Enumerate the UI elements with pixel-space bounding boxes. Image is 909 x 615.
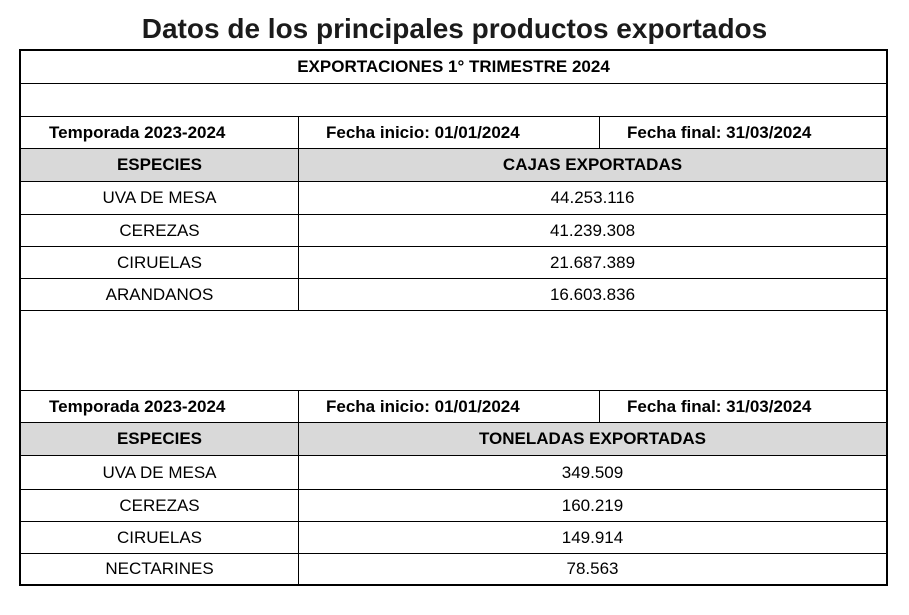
section2-col-species: ESPECIES bbox=[116, 429, 203, 448]
species-cell: CEREZAS bbox=[119, 220, 200, 240]
value-cell: 349.509 bbox=[298, 456, 886, 489]
value-cell: 16.603.836 bbox=[298, 279, 886, 310]
section1-end-date: Fecha final: 31/03/2024 bbox=[599, 117, 886, 148]
exports-table bbox=[19, 49, 888, 586]
section2-start-date: Fecha inicio: 01/01/2024 bbox=[298, 391, 599, 422]
species-cell: ARANDANOS bbox=[105, 284, 214, 304]
value-cell: 78.563 bbox=[298, 554, 886, 584]
table-row bbox=[21, 279, 886, 311]
table-row bbox=[21, 456, 886, 490]
species-cell: UVA DE MESA bbox=[102, 462, 217, 482]
report-heading: EXPORTACIONES 1° TRIMESTRE 2024 bbox=[297, 57, 610, 76]
value-cell: 21.687.389 bbox=[298, 247, 886, 278]
section2-end-date: Fecha final: 31/03/2024 bbox=[599, 391, 886, 422]
section-gap bbox=[21, 311, 886, 391]
table-row bbox=[21, 215, 886, 247]
species-cell: UVA DE MESA bbox=[102, 188, 217, 207]
section1-col-value: CAJAS EXPORTADAS bbox=[298, 149, 886, 181]
section2-season: Temporada 2023-2024 bbox=[49, 396, 226, 416]
table-row bbox=[21, 182, 886, 215]
species-cell: CIRUELAS bbox=[116, 527, 203, 547]
species-cell: CIRUELAS bbox=[116, 252, 203, 272]
species-cell: CEREZAS bbox=[119, 495, 200, 515]
table-row bbox=[21, 247, 886, 279]
table-row bbox=[21, 554, 886, 584]
table-row bbox=[21, 490, 886, 522]
species-cell: NECTARINES bbox=[105, 559, 214, 578]
section1-header-row bbox=[21, 149, 886, 182]
spacer-row bbox=[21, 84, 886, 117]
value-cell: 44.253.116 bbox=[298, 182, 886, 214]
section1-col-species: ESPECIES bbox=[116, 155, 203, 174]
value-cell: 149.914 bbox=[298, 522, 886, 553]
value-cell: 160.219 bbox=[298, 490, 886, 521]
section1-start-date: Fecha inicio: 01/01/2024 bbox=[298, 117, 599, 148]
section2-col-value: TONELADAS EXPORTADAS bbox=[298, 423, 886, 455]
section2-info-row bbox=[21, 391, 886, 423]
value-cell: 41.239.308 bbox=[298, 215, 886, 246]
section2-header-row bbox=[21, 423, 886, 456]
section1-season: Temporada 2023-2024 bbox=[49, 122, 226, 142]
section1-info-row bbox=[21, 117, 886, 149]
report-heading-row bbox=[21, 51, 886, 84]
table-row bbox=[21, 522, 886, 554]
page-title: Datos de los principales productos exportados bbox=[141, 13, 768, 44]
